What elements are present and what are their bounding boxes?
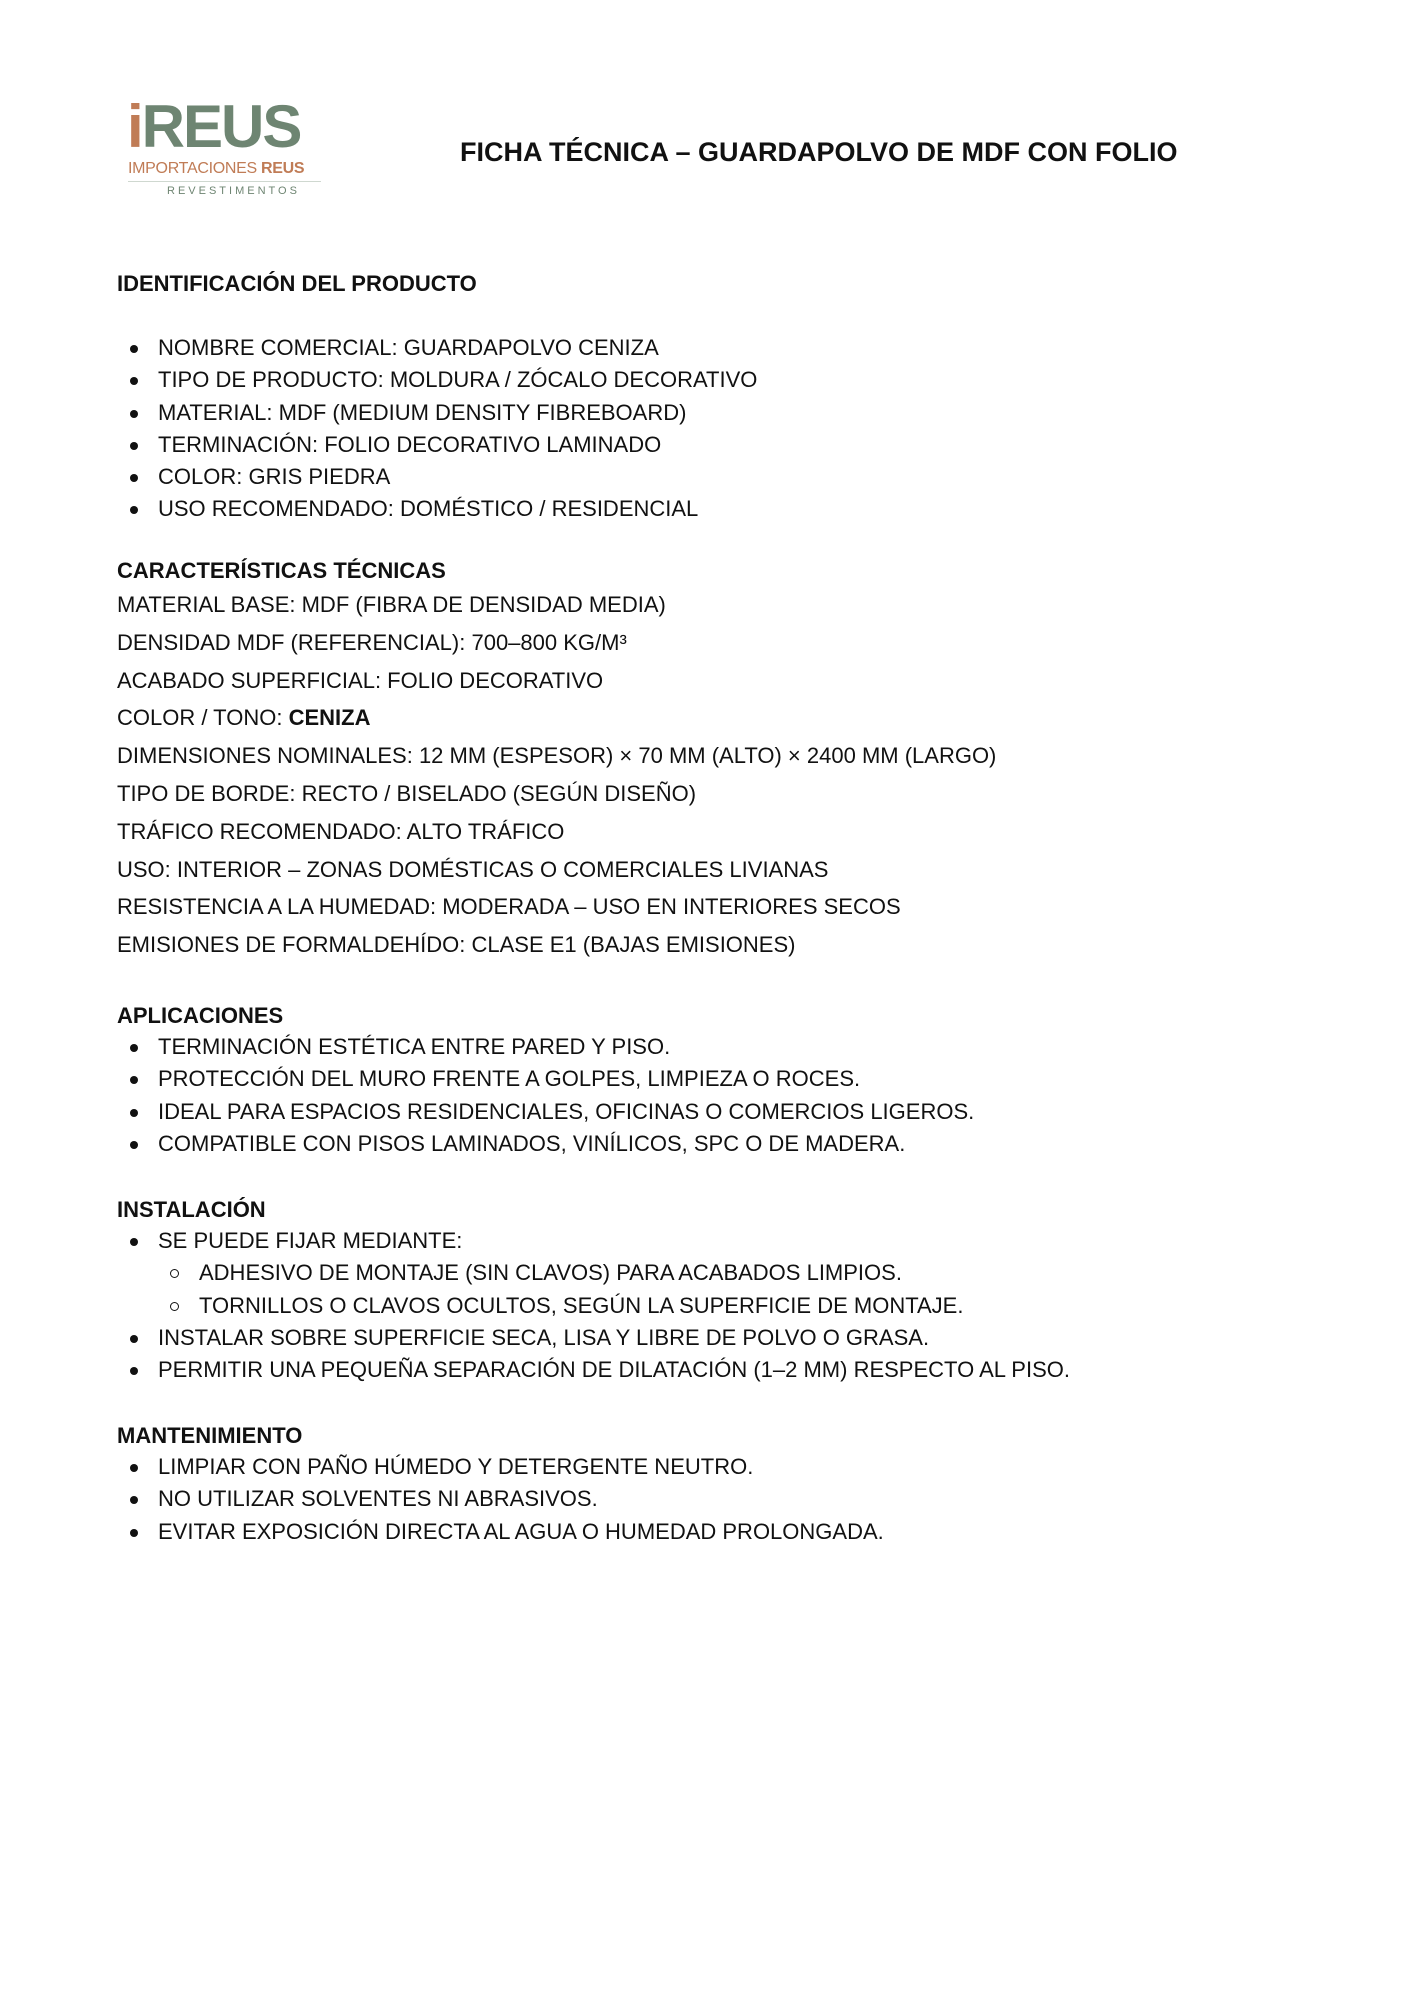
list-item: LIMPIAR CON PAÑO HÚMEDO Y DETERGENTE NEUTRO.: [117, 1451, 884, 1483]
logo-divider: [128, 181, 321, 182]
list-item: NO UTILIZAR SOLVENTES NI ABRASIVOS.: [117, 1483, 884, 1515]
list-item: MATERIAL: MDF (MEDIUM DENSITY FIBREBOARD): [117, 397, 757, 429]
list-item: USO RECOMENDADO: DOMÉSTICO / RESIDENCIAL: [117, 493, 757, 525]
section-heading: MANTENIMIENTO: [117, 1423, 303, 1448]
section-heading: IDENTIFICACIÓN DEL PRODUCTO: [117, 271, 477, 296]
document-title: FICHA TÉCNICA – GUARDAPOLVO DE MDF CON FOLIO: [460, 137, 1178, 167]
list-item: NOMBRE COMERCIAL: GUARDAPOLVO CENIZA: [117, 332, 757, 364]
bullet-list: [117, 1031, 974, 1160]
section-heading: APLICACIONES: [117, 1003, 284, 1028]
bullet-list: [117, 332, 757, 526]
list-item: PERMITIR UNA PEQUEÑA SEPARACIÓN DE DILATACIÓN (1–2 MM) RESPECTO AL PISO.: [117, 1354, 1070, 1386]
spec-line: MATERIAL BASE: MDF (FIBRA DE DENSIDAD MEDIA): [117, 592, 666, 617]
list-item: COMPATIBLE CON PISOS LAMINADOS, VINÍLICOS, SPC O DE MADERA.: [117, 1128, 974, 1160]
sub-list-item: TORNILLOS O CLAVOS OCULTOS, SEGÚN LA SUPERFICIE DE MONTAJE.: [117, 1290, 1070, 1322]
section-mantenimiento: [117, 1421, 884, 1548]
list-item: INSTALAR SOBRE SUPERFICIE SECA, LISA Y LIBRE DE POLVO O GRASA.: [117, 1322, 1070, 1354]
list-item: PROTECCIÓN DEL MURO FRENTE A GOLPES, LIMPIEZA O ROCES.: [117, 1063, 974, 1095]
spec-line-color: COLOR / TONO: CENIZA: [117, 705, 371, 731]
logo-tagline: REVESTIMENTOS: [167, 185, 300, 197]
spec-line: EMISIONES DE FORMALDEHÍDO: CLASE E1 (BAJAS EMISIONES): [117, 932, 796, 958]
section-identificacion: [117, 269, 757, 526]
list-item: TERMINACIÓN ESTÉTICA ENTRE PARED Y PISO.: [117, 1031, 974, 1063]
spec-line: DENSIDAD MDF (REFERENCIAL): 700–800 KG/M³: [117, 629, 627, 655]
list-item: EVITAR EXPOSICIÓN DIRECTA AL AGUA O HUMEDAD PROLONGADA.: [117, 1516, 884, 1548]
spec-line: ACABADO SUPERFICIAL: FOLIO DECORATIVO: [117, 667, 604, 693]
spec-line: DIMENSIONES NOMINALES: 12 MM (ESPESOR) × 70 MM (ALTO) × 2400 MM (LARGO): [117, 743, 997, 769]
section-aplicaciones: [117, 1001, 974, 1160]
section-heading: CARACTERÍSTICAS TÉCNICAS: [117, 558, 446, 583]
bullet-list: [117, 1451, 884, 1548]
company-logo: [127, 93, 337, 200]
list-item: SE PUEDE FIJAR MEDIANTE:: [117, 1225, 1070, 1257]
list-item: TERMINACIÓN: FOLIO DECORATIVO LAMINADO: [117, 429, 757, 461]
spec-line: TIPO DE BORDE: RECTO / BISELADO (SEGÚN DISEÑO): [117, 780, 697, 806]
bullet-list: [117, 1225, 1070, 1386]
section-instalacion: [117, 1195, 1070, 1386]
logo-mark: iREUS: [127, 93, 301, 160]
spec-line: RESISTENCIA A LA HUMEDAD: MODERADA – USO EN INTERIORES SECOS: [117, 894, 901, 920]
logo-company-name: IMPORTACIONES REUS: [128, 160, 305, 177]
spec-line: TRÁFICO RECOMENDADO: ALTO TRÁFICO: [117, 818, 565, 844]
color-value: CENIZA: [288, 705, 371, 731]
section-caracteristicas: [117, 556, 996, 964]
list-item: TIPO DE PRODUCTO: MOLDURA / ZÓCALO DECORATIVO: [117, 364, 757, 396]
section-heading: INSTALACIÓN: [117, 1197, 266, 1222]
list-item: COLOR: GRIS PIEDRA: [117, 461, 757, 493]
sub-list-item: ADHESIVO DE MONTAJE (SIN CLAVOS) PARA ACABADOS LIMPIOS.: [117, 1257, 1070, 1289]
list-item: IDEAL PARA ESPACIOS RESIDENCIALES, OFICINAS O COMERCIOS LIGEROS.: [117, 1096, 974, 1128]
spec-line: USO: INTERIOR – ZONAS DOMÉSTICAS O COMERCIALES LIVIANAS: [117, 856, 829, 882]
